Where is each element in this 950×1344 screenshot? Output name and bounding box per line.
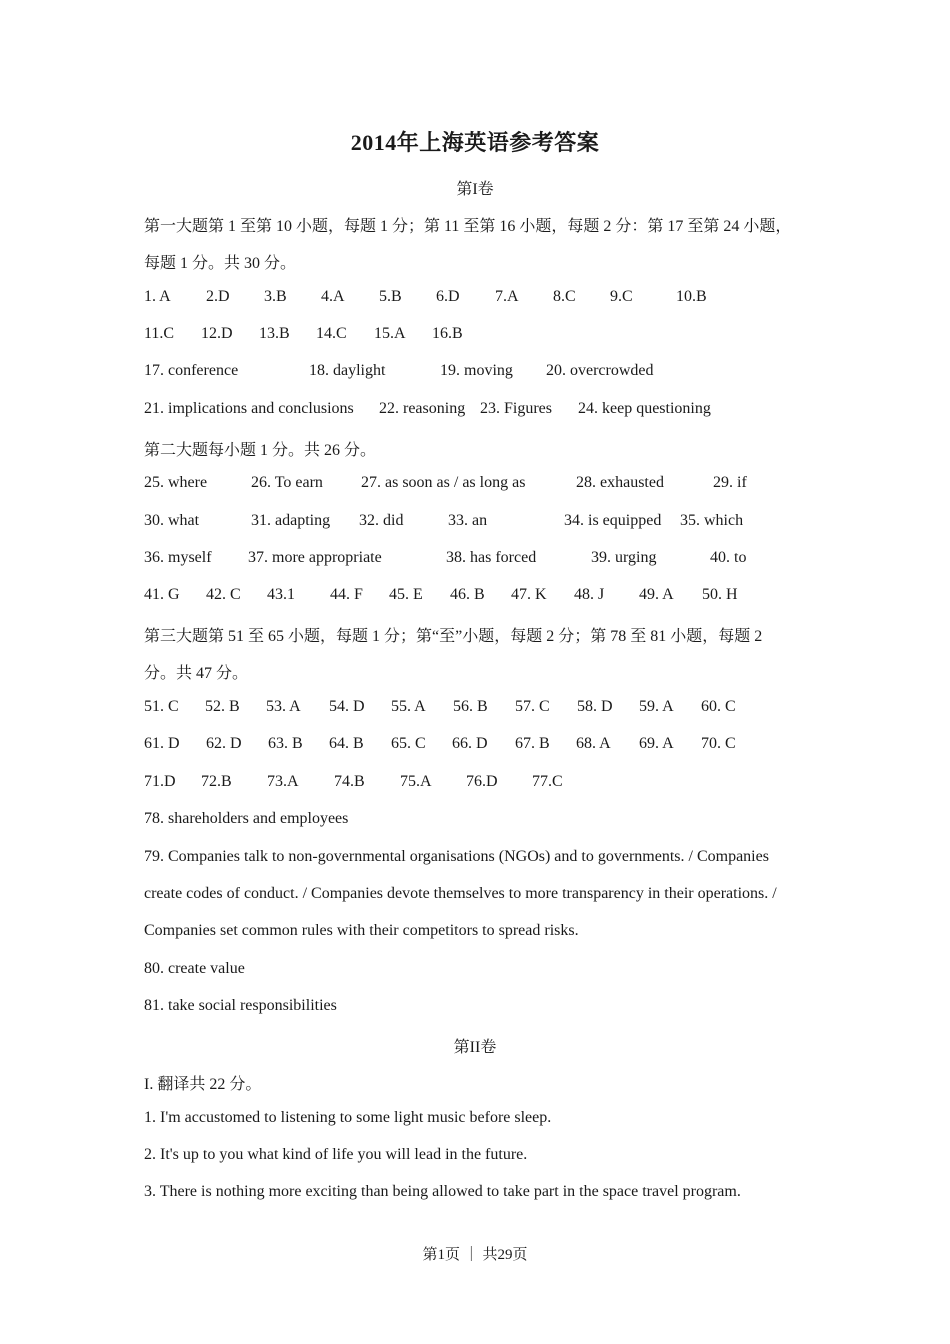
answer-item: 4.A xyxy=(321,288,345,305)
answer-item: 68. A xyxy=(576,735,611,752)
answer-item: 70. C xyxy=(701,735,736,752)
answer-item: 55. A xyxy=(391,698,426,715)
answer-item: 60. C xyxy=(701,698,736,715)
answer-item: 2.D xyxy=(206,288,230,305)
answer-item: 18. daylight xyxy=(309,362,386,379)
answer-item: 39. urging xyxy=(591,549,657,566)
answer-item: 41. G xyxy=(144,586,180,603)
answer-item: 46. B xyxy=(450,586,485,603)
translation-section-title: I. 翻译共 22 分。 xyxy=(144,1076,262,1093)
answer-item: 32. did xyxy=(359,512,404,529)
answer-item: 31. adapting xyxy=(251,512,331,529)
answer-item: 61. D xyxy=(144,735,180,752)
answer-item: 42. C xyxy=(206,586,241,603)
answer-item: 44. F xyxy=(330,586,363,603)
answer-item: 10.B xyxy=(676,288,707,305)
answer-item: 20. overcrowded xyxy=(546,362,654,379)
answer-item: 76.D xyxy=(466,773,498,790)
answer-item: 48. J xyxy=(574,586,605,603)
answer-item: 58. D xyxy=(577,698,613,715)
answer-item: 29. if xyxy=(713,474,747,491)
answer-item: 74.B xyxy=(334,773,365,790)
answer-item: 24. keep questioning xyxy=(578,400,711,417)
translation-answer-2: 2. It's up to you what kind of life you will lead in the future. xyxy=(144,1146,528,1163)
answer-item: 72.B xyxy=(201,773,232,790)
answer-item: 22. reasoning xyxy=(379,400,466,417)
answer-item: 6.D xyxy=(436,288,460,305)
answer-item: 1. A xyxy=(144,288,171,305)
translation-answer-1: 1. I'm accustomed to listening to some light music before sleep. xyxy=(144,1109,552,1126)
answer-item: 3.B xyxy=(264,288,287,305)
answer-item: 21. implications and conclusions xyxy=(144,400,354,417)
answer-item: 9.C xyxy=(610,288,633,305)
answer-item: 59. A xyxy=(639,698,674,715)
answer-item: 54. D xyxy=(329,698,365,715)
answer-item: 35. which xyxy=(680,512,744,529)
answer-item: 71.D xyxy=(144,773,176,790)
answer-item: 33. an xyxy=(448,512,488,529)
answer-item: 43.1 xyxy=(267,586,295,603)
answer-item: 66. D xyxy=(452,735,488,752)
answer-item: 75.A xyxy=(400,773,432,790)
answer-item: 57. C xyxy=(515,698,550,715)
answer-79-line1: 79. Companies talk to non-governmental organisations (NGOs) and to governments. / Companies xyxy=(144,848,769,865)
answer-item: 52. B xyxy=(205,698,240,715)
answer-item: 15.A xyxy=(374,325,406,342)
answer-item: 53. A xyxy=(266,698,301,715)
answer-item: 23. Figures xyxy=(480,400,552,417)
answer-item: 69. A xyxy=(639,735,674,752)
answer-item: 14.C xyxy=(316,325,347,342)
sec3-instructions-line1: 第三大题第 51 至 65 小题，每题 1 分；第“至”小题，每题 2 分；第 78 至 81 小题，每题 2 xyxy=(144,628,763,645)
answer-item: 34. is equipped xyxy=(564,512,662,529)
answer-79-line3: Companies set common rules with their competitors to spread risks. xyxy=(144,922,579,939)
answer-item: 62. D xyxy=(206,735,242,752)
answer-item: 12.D xyxy=(201,325,233,342)
answer-item: 8.C xyxy=(553,288,576,305)
page-title: 2014年上海英语参考答案 xyxy=(350,130,600,155)
answer-item: 77.C xyxy=(532,773,563,790)
answer-78: 78. shareholders and employees xyxy=(144,810,349,827)
answer-item: 5.B xyxy=(379,288,402,305)
answer-item: 65. C xyxy=(391,735,426,752)
answer-item: 27. as soon as / as long as xyxy=(361,474,526,491)
sec1-instructions-line1: 第一大题第 1 至第 10 小题，每题 1 分；第 11 至第 16 小题，每题 2 分：第 17 至第 24 小题， xyxy=(144,218,792,235)
answer-item: 47. K xyxy=(511,586,547,603)
answer-item: 13.B xyxy=(259,325,290,342)
answer-item: 11.C xyxy=(144,325,175,342)
answer-item: 36. myself xyxy=(144,549,212,566)
answer-item: 64. B xyxy=(329,735,364,752)
answer-item: 30. what xyxy=(144,512,200,529)
answer-item: 45. E xyxy=(389,586,423,603)
part1-heading: 第I卷 xyxy=(456,181,494,198)
answer-79-line2: create codes of conduct. / Companies devote themselves to more transparency in their operations. / xyxy=(144,885,777,902)
answer-item: 38. has forced xyxy=(446,549,537,566)
answer-81: 81. take social responsibilities xyxy=(144,997,337,1014)
answer-item: 7.A xyxy=(495,288,519,305)
answer-item: 51. C xyxy=(144,698,179,715)
answer-item: 56. B xyxy=(453,698,488,715)
answer-item: 40. to xyxy=(710,549,747,566)
translation-answer-3: 3. There is nothing more exciting than being allowed to take part in the space travel program. xyxy=(144,1183,741,1200)
page-footer: 第1页 ｜ 共29页 xyxy=(422,1247,528,1263)
sec3-instructions-line2: 分。共 47 分。 xyxy=(144,665,249,682)
answer-item: 73.A xyxy=(267,773,299,790)
answer-item: 17. conference xyxy=(144,362,239,379)
answer-item: 25. where xyxy=(144,474,208,491)
sec2-instructions: 第二大题每小题 1 分。共 26 分。 xyxy=(144,442,377,459)
answer-item: 26. To earn xyxy=(251,474,323,491)
sec1-instructions-line2: 每题 1 分。共 30 分。 xyxy=(144,255,297,272)
answer-item: 63. B xyxy=(268,735,303,752)
answer-item: 49. A xyxy=(639,586,674,603)
part2-heading: 第II卷 xyxy=(453,1039,497,1056)
answer-item: 28. exhausted xyxy=(576,474,664,491)
answer-item: 50. H xyxy=(702,586,738,603)
answer-80: 80. create value xyxy=(144,960,245,977)
answer-item: 37. more appropriate xyxy=(248,549,382,566)
answer-item: 67. B xyxy=(515,735,550,752)
answer-item: 16.B xyxy=(432,325,463,342)
answer-item: 19. moving xyxy=(440,362,513,379)
